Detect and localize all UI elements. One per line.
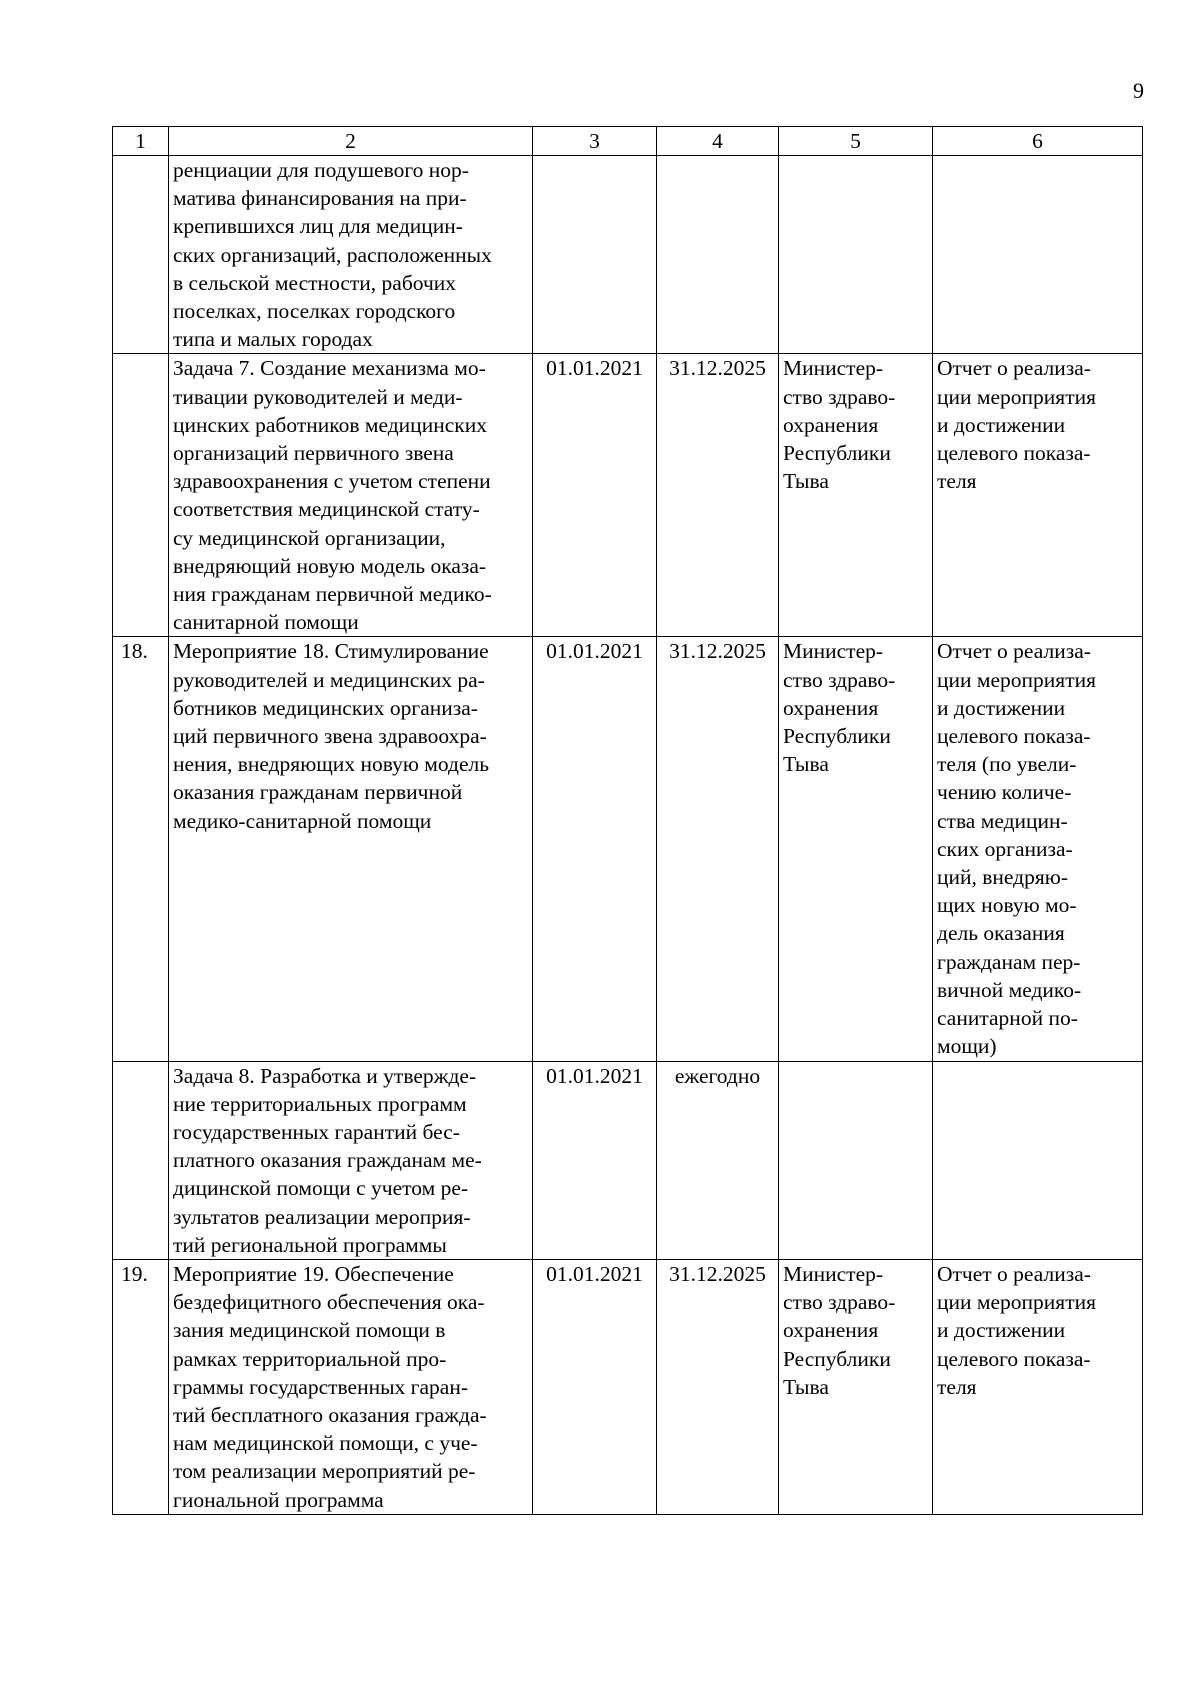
responsible-org: Министер- ство здраво- охранения Республики Тыва <box>779 1259 933 1514</box>
end-date: 31.12.2025 <box>657 1259 779 1514</box>
column-header: 2 <box>169 127 533 156</box>
row-number: 18. <box>113 637 169 1061</box>
column-header: 6 <box>933 127 1143 156</box>
expected-result <box>933 1061 1143 1259</box>
row-number <box>113 354 169 637</box>
table-row <box>113 1061 1143 1259</box>
column-header: 1 <box>113 127 169 156</box>
table-row <box>113 156 1143 354</box>
expected-result: Отчет о реализа- ции мероприятия и достижении целевого показа- теля <box>933 1259 1143 1514</box>
start-date: 01.01.2021 <box>533 1061 657 1259</box>
page-number: 9 <box>1133 78 1144 103</box>
activity-text: Задача 8. Разработка и утвержде- ние территориальных программ государственных гарантий бес- платного оказания гражданам ме- дицинской помощи с учетом ре- зультатов реализации мероприя- тий региональной программы <box>169 1061 533 1259</box>
responsible-org <box>779 156 933 354</box>
activity-table <box>112 126 1143 1515</box>
start-date: 01.01.2021 <box>533 354 657 637</box>
start-date: 01.01.2021 <box>533 1259 657 1514</box>
expected-result: Отчет о реализа- ции мероприятия и достижении целевого показа- теля (по увели- чению количе- ства медицин- ских организа- ций, внедряю- щих новую мо- дель оказания гражданам пер- вичной медико- санитарной по- мощи) <box>933 637 1143 1061</box>
responsible-org <box>779 1061 933 1259</box>
end-date <box>657 156 779 354</box>
expected-result <box>933 156 1143 354</box>
column-header: 5 <box>779 127 933 156</box>
end-date: 31.12.2025 <box>657 354 779 637</box>
end-date: ежегодно <box>657 1061 779 1259</box>
responsible-org: Министер- ство здраво- охранения Республики Тыва <box>779 354 933 637</box>
expected-result: Отчет о реализа- ции мероприятия и достижении целевого показа- теля <box>933 354 1143 637</box>
table-row <box>113 1259 1143 1514</box>
activity-text: Мероприятие 19. Обеспечение бездефицитного обеспечения ока- зания медицинской помощи в рамках территориальной про- граммы государственных гаран- тий бесплатного оказания гражда- нам медицинской помощи, с уче- том реализации мероприятий ре- гиональной программа <box>169 1259 533 1514</box>
activity-text: Мероприятие 18. Стимулирование руководителей и медицинских ра- ботников медицинских организа- ций первичного звена здравоохра- нения, внедряющих новую модель оказания гражданам первичной медико-санитарной помощи <box>169 637 533 1061</box>
column-header: 4 <box>657 127 779 156</box>
table-row <box>113 637 1143 1061</box>
end-date: 31.12.2025 <box>657 637 779 1061</box>
start-date <box>533 156 657 354</box>
table-header-row <box>113 127 1143 156</box>
start-date: 01.01.2021 <box>533 637 657 1061</box>
row-number <box>113 156 169 354</box>
table-row <box>113 354 1143 637</box>
column-header: 3 <box>533 127 657 156</box>
responsible-org: Министер- ство здраво- охранения Республики Тыва <box>779 637 933 1061</box>
row-number: 19. <box>113 1259 169 1514</box>
activity-text: Задача 7. Создание механизма мо- тивации руководителей и меди- цинских работников медицинских организаций первичного звена здравоохранения с учетом степени соответствия медицинской стату- су медицинской организации, внедряющий новую модель оказа- ния гражданам первичной медико- санитарной помощи <box>169 354 533 637</box>
row-number <box>113 1061 169 1259</box>
activity-text: ренциации для подушевого нор- матива финансирования на при- крепившихся лиц для медицин- ских организаций, расположенных в сельской местности, рабочих поселках, поселках городского типа и малых городах <box>169 156 533 354</box>
